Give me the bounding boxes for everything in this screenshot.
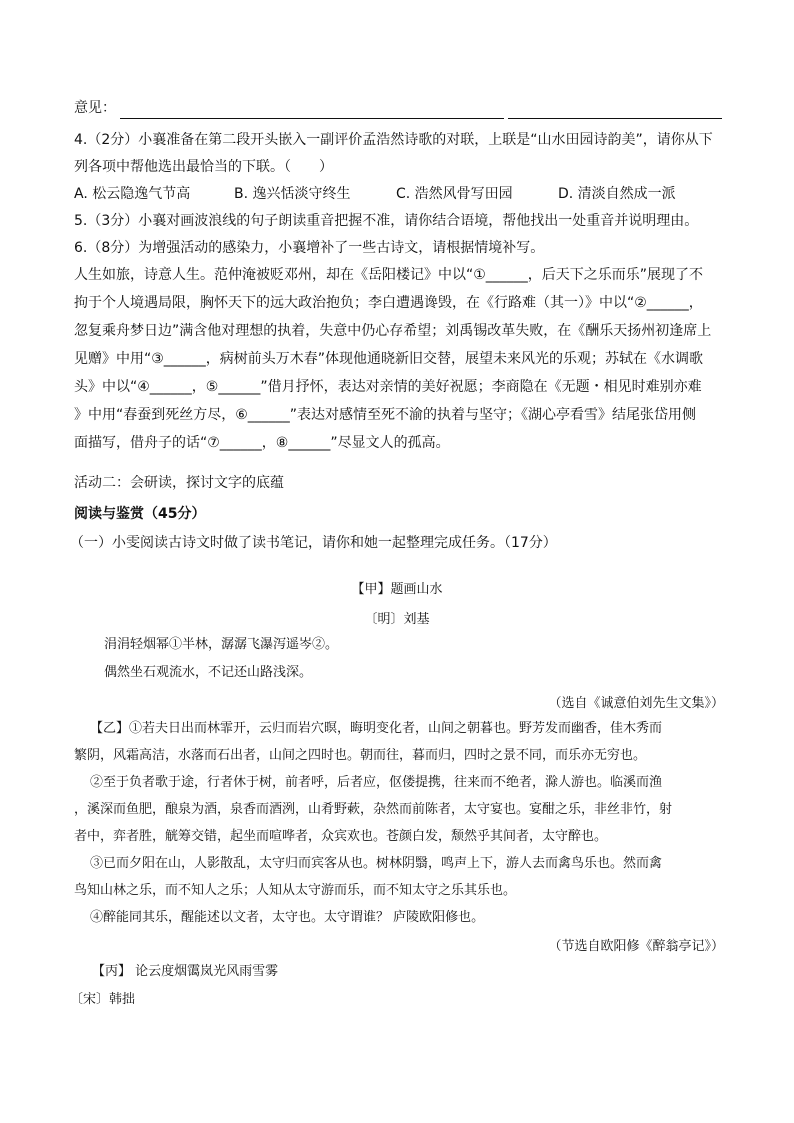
answer-line[interactable] <box>508 118 722 119</box>
poem-line: 偶然坐石观流水，不记还山路浅深。 <box>104 665 313 680</box>
option-c: C. 浩然风骨写田园 <box>396 186 513 202</box>
question-5: 5.（3分）小襄对画波浪线的句子朗读重音把握不准，请你结合语境，帮他找出一处重音并说明理由。 <box>74 213 699 229</box>
jia-source: （选自《诚意伯刘先生文集》） <box>548 696 724 711</box>
yi-paragraph: 鸟知山林之乐，而不知人之乐；人知从太守游而乐，而不知太守之乐其乐也。 <box>74 883 517 898</box>
yi-source: （节选自欧阳修《醉翁亭记》） <box>548 939 724 954</box>
question-4-line1: 4.（2分）小襄准备在第二段开头嵌入一副评价孟浩然诗歌的对联，上联是“山水田园诗韵美”，请你从下 <box>74 132 713 148</box>
activity-heading: 活动二：会研读，探讨文字的底蕴 <box>74 475 284 491</box>
question-4-line2: 列各项中帮他选出最恰当的下联。（ ） <box>74 159 333 175</box>
option-a: A. 松云隐逸气节高 <box>74 186 191 202</box>
yi-paragraph: 繁阴，风霜高洁，水落而石出者，山间之四时也。朝而往，暮而归，四时之景不同，而乐亦无穷也。 <box>74 748 647 763</box>
jia-title: 【甲】题画山水 <box>351 582 443 597</box>
yi-paragraph: ②至于负者歌于途，行者休于树，前者呼，后者应，伛偻提携，往来而不绝者，滁人游也。临溪而渔 <box>90 775 663 790</box>
question-6-para: 》中用“春蚕到死丝方尽，⑥______”表达对感情至死不渝的执着与坚守；《湖心亭看雪》结尾张岱用侧 <box>74 407 697 423</box>
option-d: D. 清淡自然成一派 <box>558 186 676 202</box>
question-6-para: 头》中以“④______，⑤______”借月抒怀，表达对亲情的美好祝愿；李商隐在《无题・相见时难别亦难 <box>74 379 702 395</box>
answer-line[interactable] <box>120 118 504 119</box>
question-6-line1: 6.（8分）为增强活动的感染力，小襄增补了一些古诗文，请根据情境补写。 <box>74 240 545 256</box>
poem-line: 涓涓轻烟幂①半林，潺潺飞瀑泻遥岑②。 <box>104 637 339 652</box>
opinion-label: 意见： <box>74 100 116 116</box>
bing-title: 【丙】 论云度烟霭岚光风雨雪雾 <box>92 964 279 979</box>
question-4-options <box>74 184 676 204</box>
bing-author: 〔宋〕韩拙 <box>70 992 136 1007</box>
yi-paragraph: ，溪深而鱼肥，酿泉为酒，泉香而酒洌，山肴野蔌，杂然而前陈者，太守宴也。宴酣之乐，非丝非竹，射 <box>74 802 673 817</box>
question-6-para: 面描写，借舟子的话“⑦______，⑧______”尽显文人的孤高。 <box>74 435 450 451</box>
question-6-para: 忽复乘舟梦日边”满含他对理想的执着，失意中仍心存希望；刘禹锡改革失败，在《酬乐天扬州初逢席上 <box>74 323 712 339</box>
question-6-para: 见赠》中用“③______，病树前头万木春”体现他通晓新旧交替，展望未来风光的乐观；苏轼在《水调歌 <box>74 351 704 367</box>
question-6-para: 拘于个人境遇局限，胸怀天下的远大政治抱负；李白遭遇谗毁，在《行路难（其一）》中以“②______， <box>74 295 703 311</box>
option-b: B. 逸兴恬淡守终生 <box>234 186 351 202</box>
yi-paragraph: ④醉能同其乐，醒能述以文者，太守也。太守谓谁？ 庐陵欧阳修也。 <box>90 910 485 925</box>
yi-paragraph: 者中，弈者胜，觥筹交错，起坐而喧哗者，众宾欢也。苍颜白发，颓然乎其间者，太守醉也。 <box>74 829 608 844</box>
question-6-para: 人生如旅，诗意人生。范仲淹被贬邓州，却在《岳阳楼记》中以“①______，后天下之乐而乐”展现了不 <box>74 267 704 283</box>
section-title: 阅读与鉴赏（45分） <box>74 506 206 522</box>
yi-paragraph: ③已而夕阳在山，人影散乱，太守归而宾客从也。树林阴翳，鸣声上下，游人去而禽鸟乐也。然而禽 <box>90 856 663 871</box>
jia-author: 〔明〕刘基 <box>364 612 430 627</box>
yi-paragraph: 【乙】①若夫日出而林霏开，云归而岩穴暝，晦明变化者，山间之朝暮也。野芳发而幽香，佳木秀而 <box>90 721 663 736</box>
section-subtitle: （一）小雯阅读古诗文时做了读书笔记，请你和她一起整理完成任务。（17分） <box>70 535 557 551</box>
